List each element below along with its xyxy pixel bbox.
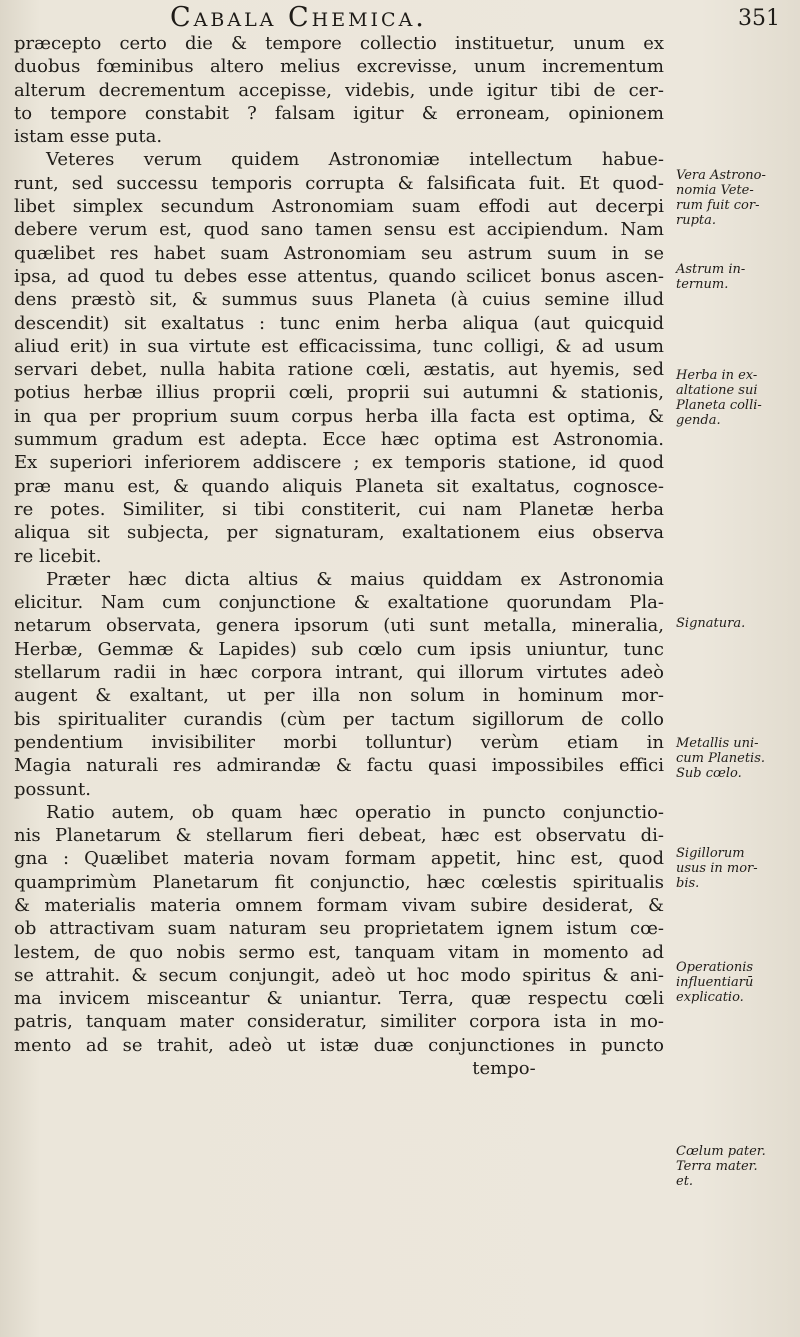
body-line: duobus fœminibus altero melius excrevisse, unum incrementum [14,56,664,78]
body-line: debere verum est, quod sano tamen sensu est accipiendum. Nam [14,219,664,241]
body-line: potius herbæ illius proprii cœli, proprii sui autumni & stationis, [14,382,664,404]
body-line: bis spiritualiter curandis (cùm per tactum sigillorum de collo [14,708,664,730]
body-line: ob attractivam suam naturam seu proprietatem ignem istum cœ- [14,918,664,940]
body-line: nis Planetarum & stellarum fieri debeat, hæc est observatu di- [14,825,664,847]
body-line: servari debet, nulla habita ratione cœli, æstatis, aut hyemis, sed [14,359,664,381]
body-line: summum gradum est adepta. Ecce hæc optima est Astronomia. [14,429,664,451]
body-line: dens præstò sit, & summus suus Planeta (à cuius semine illud [14,289,664,311]
body-line: re potes. Similiter, si tibi constiterit, cui nam Planetæ herba [14,498,664,520]
body-line: ma invicem misceantur & uniantur. Terra, quæ respectu cœli [14,988,664,1010]
body-line: Præter hæc dicta altius & maius quiddam ex Astronomia [46,568,664,590]
body-line: quælibet res habet suam Astronomiam seu astrum suum in se [14,242,664,264]
body-line: præcepto certo die & tempore collectio instituetur, unum ex [14,33,664,54]
body-line: quamprimùm Planetarum fit conjunctio, hæc cœlestis spiritualis [14,871,664,893]
body-line: Herbæ, Gemmæ & Lapides) sub cœlo cum ipsis uniuntur, tunc [14,638,664,660]
body-line: Magia naturali res admirandæ & factu quasi impossibiles effici [14,755,664,777]
body-line: mento ad se trahit, adeò ut istæ duæ conjunctiones in puncto [14,1034,664,1056]
catchword: tempo- [472,1058,536,1080]
marginal-note: Operationis influentiarū explicatio. [676,960,754,1005]
body-line: aliqua sit subjecta, per signaturam, exaltationem eius observa [14,522,664,544]
body-line: netarum observata, genera ipsorum (uti sunt metalla, mineralia, [14,615,664,637]
marginal-note: Herba in ex- altatione sui Planeta colli- genda. [676,368,762,428]
body-text [14,32,664,1080]
marginal-note: Sigillorum usus in mor- bis. [676,846,758,891]
body-line: augent & exaltant, ut per illa non solum in hominum mor- [14,685,664,707]
body-line: Veteres verum quidem Astronomiæ intellectum habue- [46,149,664,171]
body-line: pendentium invisibiliter morbi tolluntur) verùm etiam in [14,731,664,753]
running-head: Cabala Chemica. [170,2,427,33]
body-line: to tempore constabit ? falsam igitur & erroneam, opinionem [14,102,664,124]
body-line: patris, tanquam mater consideratur, similiter corpora ista in mo- [14,1011,664,1033]
body-line: lestem, de quo nobis sermo est, tanquam vitam in momento ad [14,941,664,963]
body-line: in qua per proprium suum corpus herba illa facta est optima, & [14,405,664,427]
body-line: se attrahit. & secum conjungit, adeò ut hoc modo spiritus & ani- [14,964,664,986]
page-number: 351 [738,6,780,31]
body-line: & materialis materia omnem formam vivam subire desiderat, & [14,894,664,916]
body-line: possunt. [14,778,91,800]
marginal-note: Signatura. [676,616,746,631]
body-line: elicitur. Nam cum conjunctione & exaltatione quorundam Pla- [14,592,664,614]
body-line: gna : Quælibet materia novam formam appetit, hinc est, quod [14,848,664,870]
body-line: præ manu est, & quando aliquis Planeta sit exaltatus, cognosce- [14,475,664,497]
body-line: Ex superiori inferiorem addiscere ; ex temporis statione, id quod [14,452,664,474]
body-line: Ratio autem, ob quam hæc operatio in puncto conjunctio- [46,801,664,823]
marginal-note: Cœlum pater. Terra mater. et. [676,1144,766,1189]
marginal-notes [676,0,798,1337]
body-line: ipsa, ad quod tu debes esse attentus, quando scilicet bonus ascen- [14,265,664,287]
marginal-note: Metallis uni- cum Planetis. Sub cœlo. [676,736,766,781]
marginal-note: Vera Astrono- nomia Vete- rum fuit cor- rupta. [676,168,766,228]
body-line: aliud erit) in sua virtute est efficacissima, tunc colligi, & ad usum [14,335,664,357]
body-line: istam esse puta. [14,126,163,148]
body-line: runt, sed successu temporis corrupta & falsificata fuit. Et quod- [14,172,664,194]
marginal-note: Astrum in- ternum. [676,262,746,292]
body-line: descendit) sit exaltatus : tunc enim herba aliqua (aut quicquid [14,312,664,334]
body-line: stellarum radii in hæc corpora intrant, qui illorum virtutes adeò [14,662,664,684]
body-line: alterum decrementum accepisse, videbis, unde igitur tibi de cer- [14,79,664,101]
body-line: re licebit. [14,545,102,567]
body-line: libet simplex secundum Astronomiam suam effodi aut decerpi [14,196,664,218]
